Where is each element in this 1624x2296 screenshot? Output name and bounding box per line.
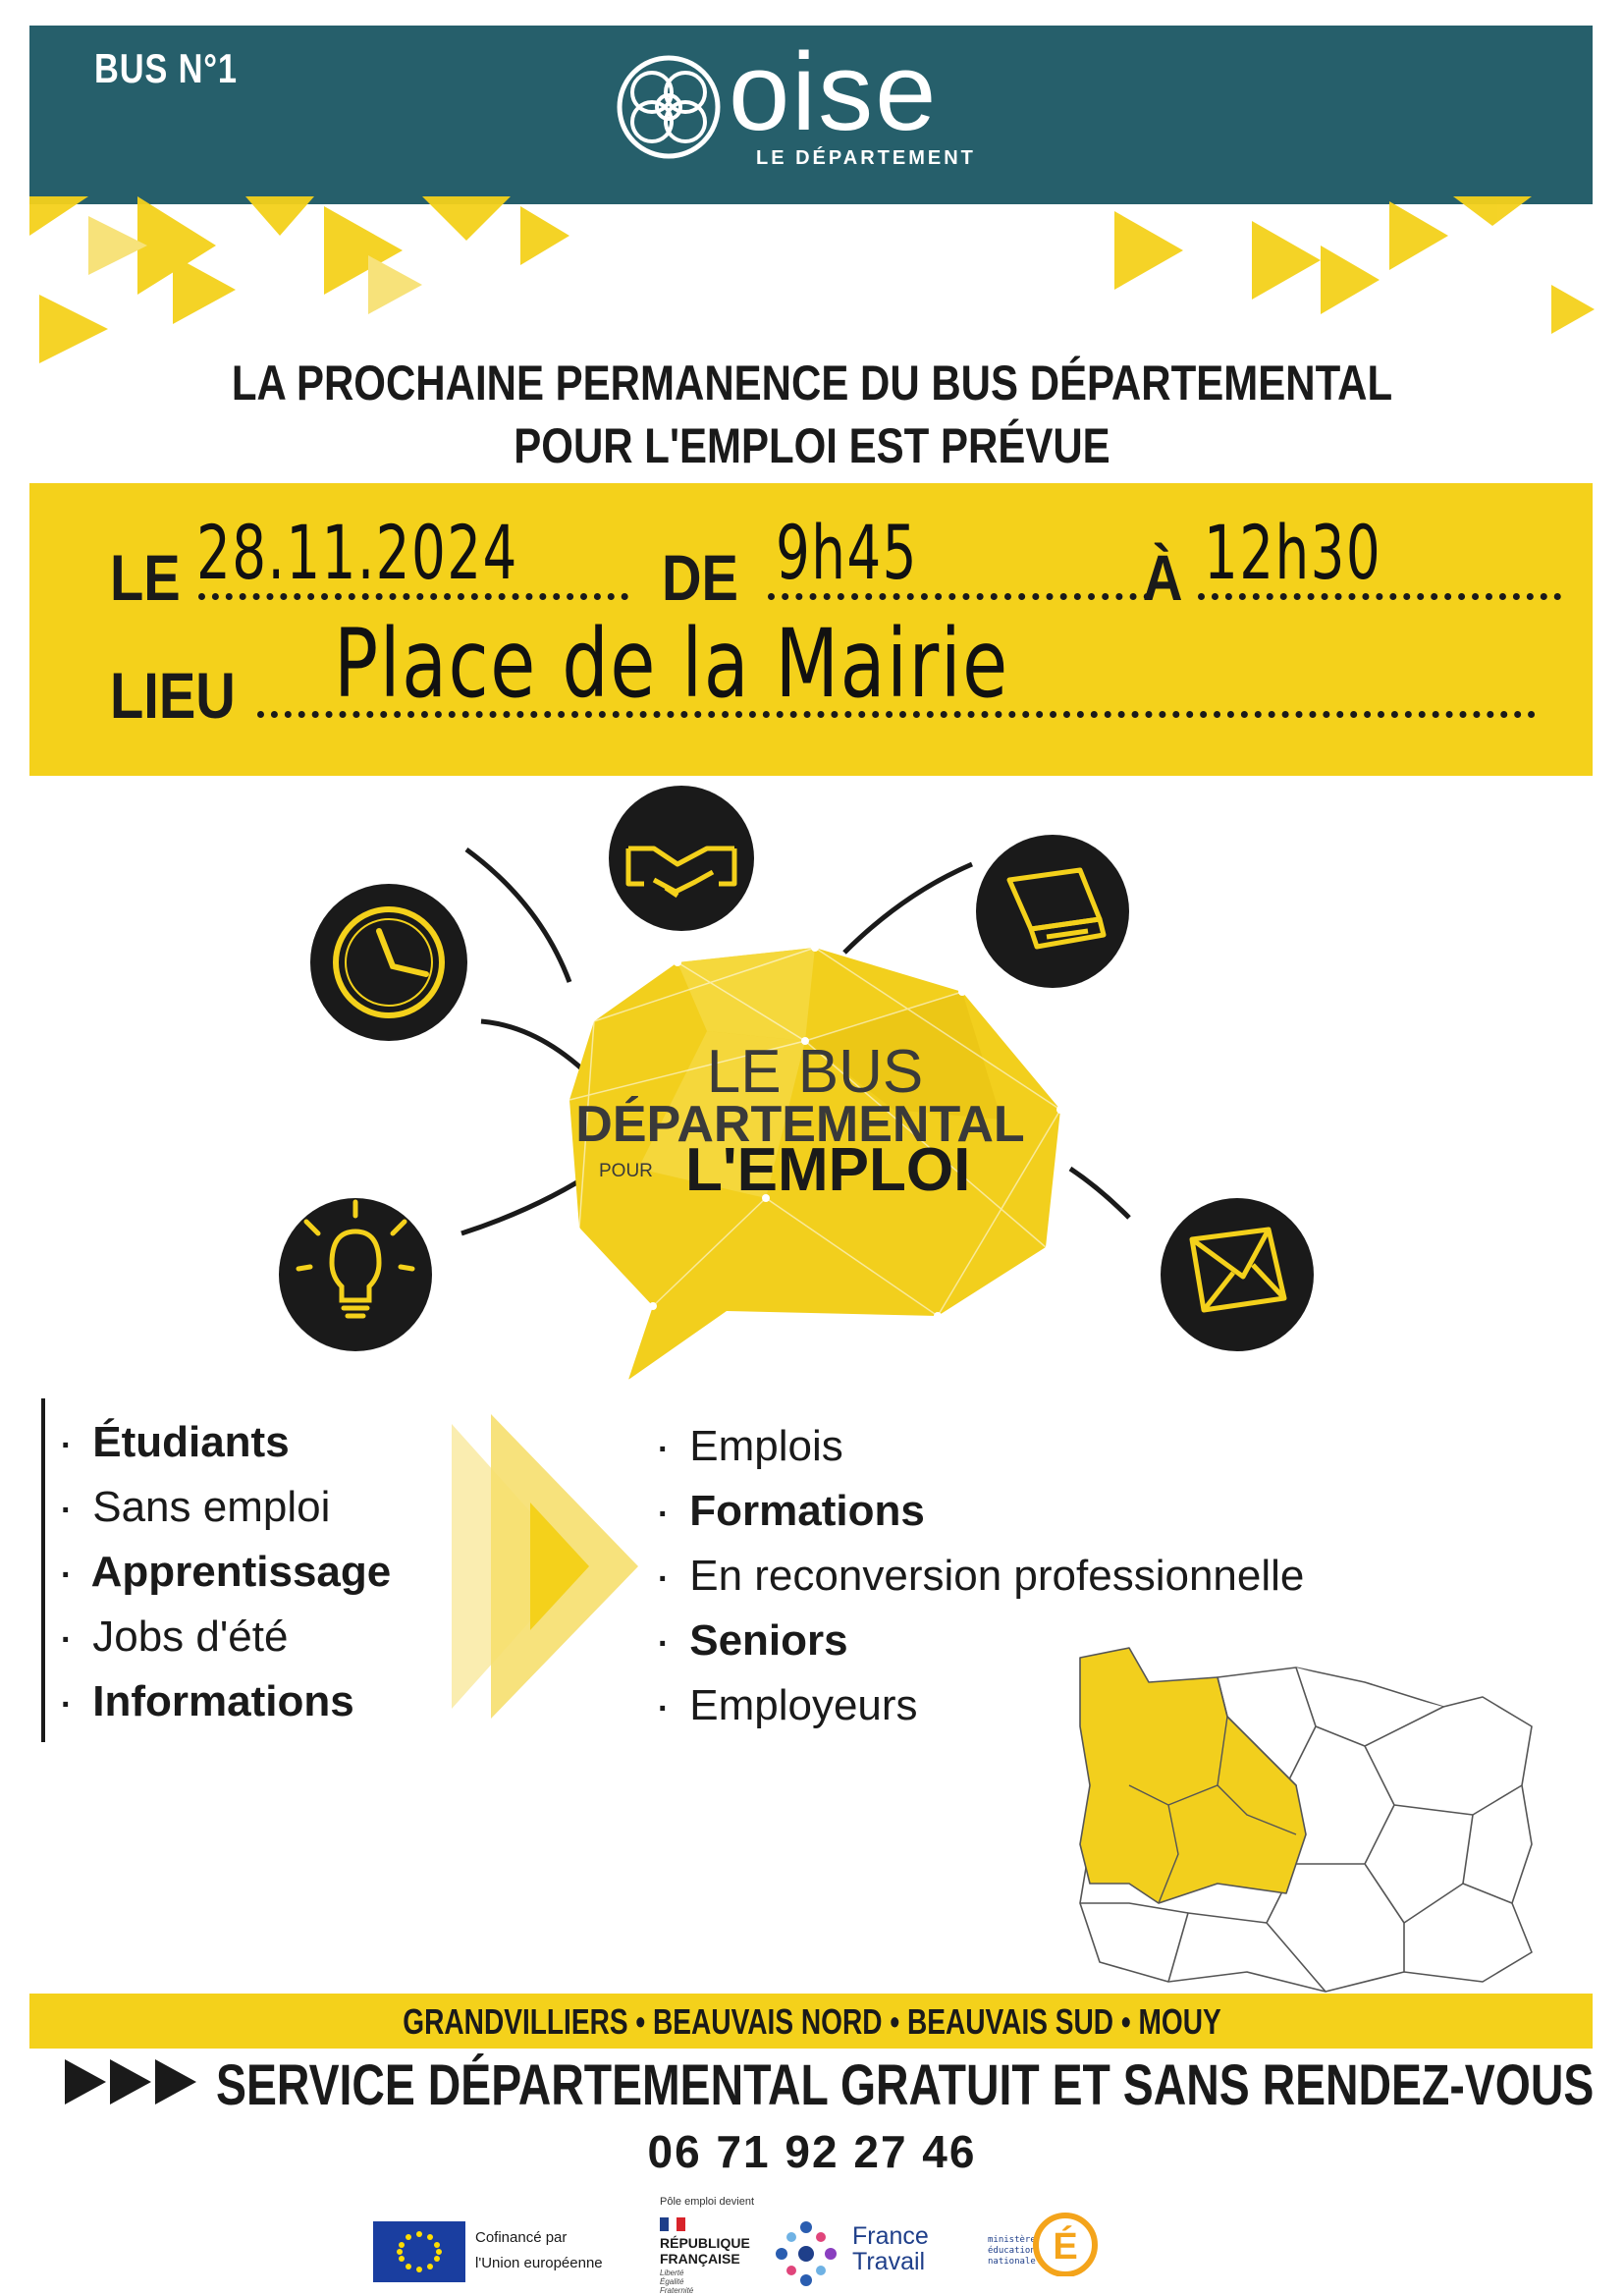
laptop-icon xyxy=(976,835,1129,988)
list-item: · Seniors xyxy=(658,1616,848,1665)
list-item: · Apprentissage xyxy=(61,1548,392,1596)
france-travail-icon xyxy=(772,2219,840,2288)
handwritten-date: 28.11.2024 xyxy=(196,509,518,596)
lieu-label: LIEU xyxy=(110,659,236,732)
svg-text:É: É xyxy=(1053,2226,1078,2268)
header-banner xyxy=(29,26,1593,204)
bus-number-label: BUS N°1 xyxy=(94,45,238,91)
handwritten-start-time: 9h45 xyxy=(776,509,918,596)
arrow-chevrons-icon xyxy=(442,1404,648,1728)
announcement xyxy=(130,352,1493,477)
lightbulb-icon xyxy=(279,1198,432,1351)
schedule-band xyxy=(29,483,1593,776)
list-divider xyxy=(41,1398,45,1742)
handwritten-place: Place de la Mairie xyxy=(334,609,1009,719)
service-tagline: SERVICE DÉPARTEMENTAL GRATUIT ET SANS RENDEZ-VOUS xyxy=(216,2053,1595,2117)
graphic-title-line-1: LE BUS xyxy=(706,1038,924,1106)
education-nationale-logo xyxy=(1031,2208,1100,2276)
oise-canton-map xyxy=(1070,1638,1551,2001)
list-item: · Formations xyxy=(658,1487,925,1535)
eu-cofinance-text: Cofinancé par l'Union européenne xyxy=(475,2229,603,2271)
bus-emploi-graphic xyxy=(216,786,1355,1394)
marianne-flag-icon xyxy=(660,2217,685,2231)
oise-logo-subtitle: LE DÉPARTEMENT xyxy=(756,147,976,169)
republique-motto: Liberté Égalité Fraternité xyxy=(660,2269,694,2295)
handshake-icon xyxy=(609,786,754,931)
graphic-title-line-3: L'EMPLOI xyxy=(685,1136,971,1204)
graphic-pour: POUR xyxy=(599,1161,653,1181)
le-label: LE xyxy=(110,541,181,614)
list-item: · Emplois xyxy=(658,1422,843,1470)
list-item: · Étudiants xyxy=(61,1418,290,1466)
audience-list-left xyxy=(61,1410,391,1734)
list-item: · Sans emploi xyxy=(61,1483,331,1531)
clock-icon xyxy=(310,884,467,1041)
list-item: · Employeurs xyxy=(658,1681,918,1729)
a-label: À xyxy=(1143,541,1183,614)
envelope-icon xyxy=(1161,1198,1314,1351)
oise-logo-wordmark: oise xyxy=(729,30,939,153)
announcement-line-1: LA PROCHAINE PERMANENCE DU BUS DÉPARTEMENTAL xyxy=(231,355,1393,410)
decorative-triangles xyxy=(0,196,1624,363)
oise-emblem-icon xyxy=(615,53,723,161)
cantons-list: GRANDVILLIERS • BEAUVAIS NORD • BEAUVAIS SUD • MOUY xyxy=(403,2001,1221,2042)
graphic-title-line-2: DÉPARTEMENTAL xyxy=(575,1096,1025,1153)
handwritten-end-time: 12h30 xyxy=(1204,509,1382,596)
de-label: DE xyxy=(662,541,738,614)
eu-flag-icon xyxy=(373,2221,465,2282)
list-item: · Jobs d'été xyxy=(61,1613,289,1661)
list-item: · Informations xyxy=(61,1677,354,1725)
france-travail-logo: France Travail xyxy=(852,2222,929,2275)
ministere-education-text: ministère éducation nationale xyxy=(988,2235,1036,2267)
phone-number: 06 71 92 27 46 xyxy=(647,2126,977,2177)
triple-arrow-icon xyxy=(65,2057,202,2106)
list-item: · En reconversion professionnelle xyxy=(658,1552,1305,1600)
announcement-line-2: POUR L'EMPLOI EST PRÉVUE xyxy=(514,418,1110,473)
pole-emploi-notice: Pôle emploi devient xyxy=(660,2196,755,2208)
republique-francaise-logo: RÉPUBLIQUE FRANÇAISE xyxy=(660,2235,750,2267)
